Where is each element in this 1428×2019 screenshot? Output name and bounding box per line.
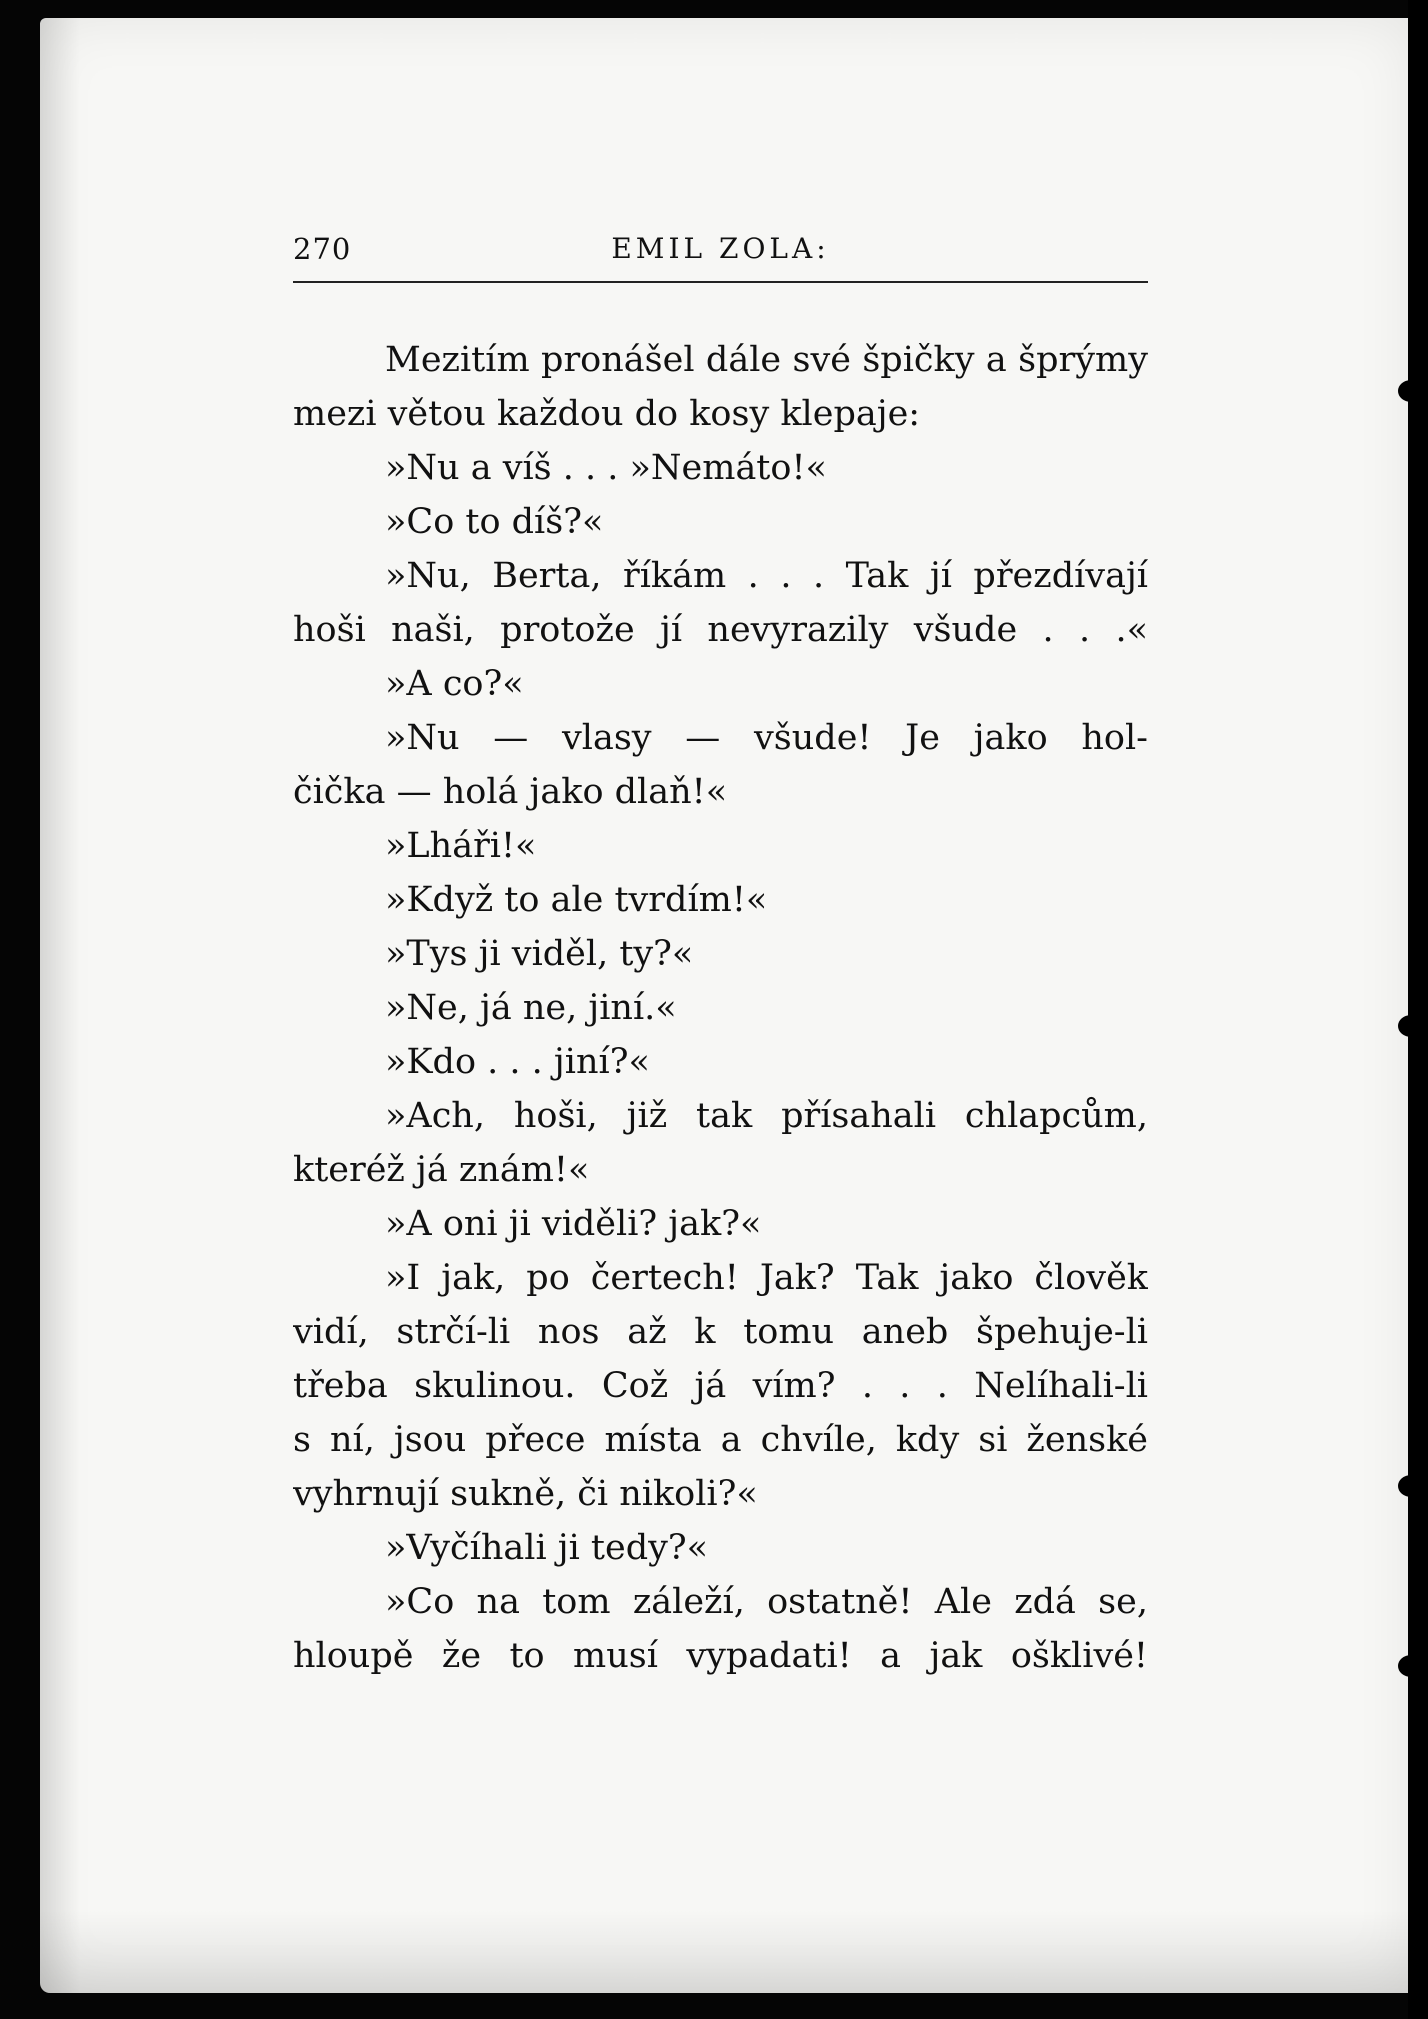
text-line: čička — holá jako dlaň!« xyxy=(293,772,728,812)
text-line: hoši naši, protože jí nevyrazily všude . . .« xyxy=(293,610,1148,650)
text-line: »Nu — vlasy — všude! Je jako hol- xyxy=(385,718,1148,758)
page-number: 270 xyxy=(293,232,352,266)
text-line: »Když to ale tvrdím!« xyxy=(385,880,768,920)
text-line: kteréž já znám!« xyxy=(293,1150,590,1190)
text-line: vyhrnují sukně, či nikoli?« xyxy=(293,1474,758,1514)
text-line: »Ach, hoši, již tak přísahali chlapcům, xyxy=(385,1096,1148,1136)
text-line: »Nu a víš . . . »Nemáto!« xyxy=(385,448,827,488)
text-line: »Kdo . . . jiní?« xyxy=(385,1042,650,1082)
binding-thread-knot xyxy=(1398,1655,1424,1677)
text-line: vidí, strčí-li nos až k tomu aneb špehuje-li xyxy=(293,1312,1148,1352)
text-line: třeba skulinou. Což já vím? . . . Nelíhali-li xyxy=(293,1366,1148,1406)
text-line: s ní, jsou přece místa a chvíle, kdy si ženské xyxy=(293,1420,1148,1460)
text-line: »A oni ji viděli? jak?« xyxy=(385,1204,762,1244)
page-edge-shadow-left xyxy=(40,18,80,1993)
binding-thread-knot xyxy=(1398,1475,1424,1497)
binding-thread-knot xyxy=(1398,1015,1424,1037)
binding-thread-knot xyxy=(1398,380,1424,402)
header-rule xyxy=(293,281,1148,283)
page-header xyxy=(293,228,1148,284)
text-line: »Lháři!« xyxy=(385,826,537,866)
page-edge-shadow-bottom xyxy=(40,1910,1412,1993)
text-line: »Ne, já ne, jiní.« xyxy=(385,988,677,1028)
text-line: »A co?« xyxy=(385,664,524,704)
text-line: »Tys ji viděl, ty?« xyxy=(385,934,694,974)
text-line: »Co to díš?« xyxy=(385,502,604,542)
text-line: »Co na tom záleží, ostatně! Ale zdá se, xyxy=(385,1582,1148,1622)
text-line: »I jak, po čertech! Jak? Tak jako člověk xyxy=(385,1258,1148,1298)
text-line: hloupě že to musí vypadati! a jak ošklivé! xyxy=(293,1636,1148,1676)
running-head: EMIL ZOLA: xyxy=(611,232,830,265)
text-line: »Nu, Berta, říkám . . . Tak jí přezdívají xyxy=(385,556,1148,596)
body-text xyxy=(293,333,1148,1683)
text-line: mezi větou každou do kosy klepaje: xyxy=(293,394,921,434)
text-line: »Vyčíhali ji tedy?« xyxy=(385,1528,709,1568)
binding-edge xyxy=(1408,0,1428,2019)
text-line: Mezitím pronášel dále své špičky a šprýmy xyxy=(385,340,1148,380)
